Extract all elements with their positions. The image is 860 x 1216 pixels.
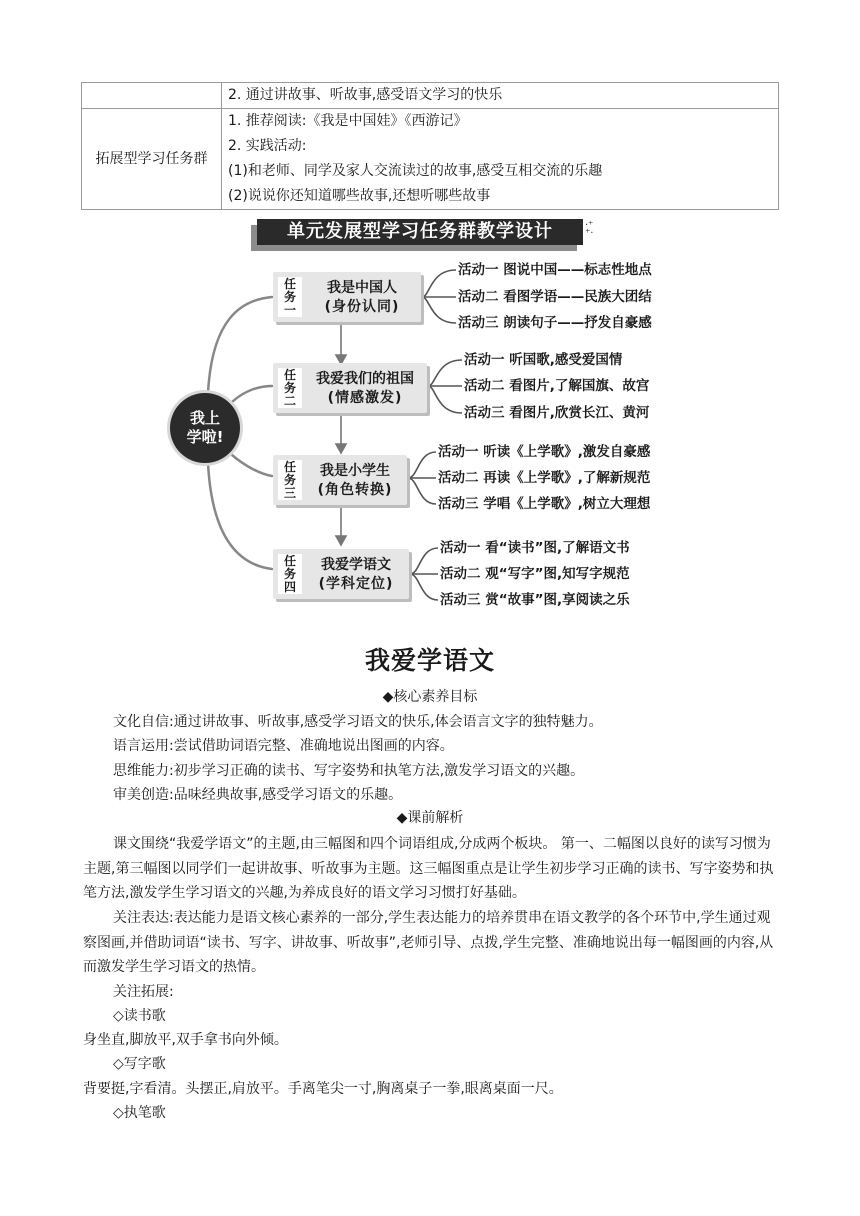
song-title: ◇执笔歌 xyxy=(113,1105,166,1121)
activity-item: 活动一 听读《上学歌》,激发自豪感 xyxy=(438,444,651,460)
unit-plan-table xyxy=(81,82,779,210)
hub-branch-2 xyxy=(232,386,272,402)
flow-arrowhead-3 xyxy=(336,536,346,545)
task-title: 我爱学语文 xyxy=(321,557,391,573)
extend-label: 关注拓展: xyxy=(113,984,174,1000)
mindmap-hub xyxy=(170,393,240,463)
task-box-2 xyxy=(273,363,427,413)
goal-item: 思维能力:初步学习正确的读书、写字姿势和执笔方法,激发学习语文的兴趣。 xyxy=(113,763,585,779)
hub-line: 我上 xyxy=(189,409,220,427)
brace-2-1 xyxy=(428,360,462,386)
activity-item: 活动三 学唱《上学歌》,树立大理想 xyxy=(438,496,651,512)
activity-item: 活动二 看图片,了解国旗、故宫 xyxy=(464,378,650,394)
activity-item: 活动二 观“写字”图,知写字规范 xyxy=(440,566,630,582)
table-cell-content xyxy=(222,83,779,109)
song-text: 背要挺,字看清。头摆正,肩放平。手离笔尖一寸,胸离桌子一拳,眼离桌面一尺。 xyxy=(83,1081,563,1097)
activity-item: 活动一 看“读书”图,了解语文书 xyxy=(440,540,630,556)
table-line: 2. 通过讲故事、听故事,感受语文学习的快乐 xyxy=(228,87,503,103)
activity-item: 活动一 图说中国——标志性地点 xyxy=(458,262,652,278)
lesson-title: 我爱学语文 xyxy=(364,646,495,675)
brace-1-1 xyxy=(422,270,456,297)
table-line: 1. 推荐阅读:《我是中国娃》《西游记》 xyxy=(228,113,468,129)
task-box-1 xyxy=(273,272,421,322)
song-text: 身坐直,脚放平,双手拿书向外倾。 xyxy=(83,1032,288,1048)
task-subtitle: (情感激发) xyxy=(327,390,403,406)
task-title: 我是小学生 xyxy=(320,463,390,479)
activity-item: 活动二 再读《上学歌》,了解新规范 xyxy=(438,470,651,486)
brace-1-3 xyxy=(422,297,456,323)
analysis-heading: ◆课前解析 xyxy=(396,810,464,826)
task-subtitle: (身份认同) xyxy=(324,299,400,315)
task-tag: 任 务 四 xyxy=(278,554,302,594)
table-cell-label: 拓展型学习任务群 xyxy=(82,109,222,210)
table-line: (2)说说你还知道哪些故事,还想听哪些故事 xyxy=(228,188,491,204)
hub-line: 学啦! xyxy=(186,428,224,446)
goal-item: 审美创造:品味经典故事,感受学习语文的乐趣。 xyxy=(113,787,403,803)
task-tag: 任 务 二 xyxy=(278,368,302,408)
table-line: 2. 实践活动: xyxy=(228,138,307,154)
section-banner: 单元发展型学习任务群教学设计 xyxy=(257,219,583,245)
flow-arrowhead-2 xyxy=(336,444,346,453)
task-title: 我爱我们的祖国 xyxy=(316,371,414,387)
goal-item: 语言运用:尝试借助词语完整、准确地说出图画的内容。 xyxy=(113,738,454,754)
song-title: ◇写字歌 xyxy=(113,1056,166,1072)
task-box-3 xyxy=(273,455,407,505)
task-box-4 xyxy=(273,549,409,599)
activity-item: 活动一 听国歌,感受爱国情 xyxy=(464,352,623,368)
activity-item: 活动三 看图片,欣赏长江、黄河 xyxy=(464,405,650,421)
analysis-paragraph: 课文围绕“我爱学语文”的主题,由三幅图和四个词语组成,分成两个板块。 第一、二幅图以良好的读写习惯为主题,第三幅图以同学们一起讲故事、听故事为主题。这三幅图重点是让学生初步学习正确的读书、写字姿势和执笔方法,激发学生学习语文的兴趣,为养成良好的语文学习习惯打好基础。 xyxy=(83,836,774,901)
song-title: ◇读书歌 xyxy=(113,1008,166,1024)
activity-item: 活动三 赏“故事”图,享阅读之乐 xyxy=(440,592,630,608)
task-subtitle: (学科定位) xyxy=(318,576,394,592)
table-line: (1)和老师、同学及家人交流读过的故事,感受互相交流的乐趣 xyxy=(228,163,603,179)
task-title: 我是中国人 xyxy=(327,280,397,296)
brace-3-3 xyxy=(408,478,436,504)
brace-3-1 xyxy=(408,452,436,478)
task-subtitle: (角色转换) xyxy=(317,482,393,498)
table-cell-content xyxy=(222,109,779,210)
task-tag: 任 务 三 xyxy=(278,460,302,500)
sparkle-icon: ·⁺ ⁺· xyxy=(585,220,594,239)
hub-branch-4 xyxy=(208,463,272,569)
activity-item: 活动三 朗读句子——抒发自豪感 xyxy=(458,315,652,331)
expression-paragraph: 关注表达:表达能力是语文核心素养的一部分,学生表达能力的培养贯串在语文教学的各个环节中,学生通过观察图画,并借助词语“读书、写字、讲故事、听故事”,老师引导、点拨,学生完整、准确地说出每一幅图画的内容,从而激发学生学习语文的热情。 xyxy=(83,910,774,975)
brace-4-1 xyxy=(410,548,438,574)
goal-item: 文化自信:通过讲故事、听故事,感受学习语文的快乐,体会语言文字的独特魅力。 xyxy=(113,714,603,730)
activity-item: 活动二 看图学语——民族大团结 xyxy=(458,289,652,305)
table-row xyxy=(82,83,779,109)
table-row xyxy=(82,109,779,210)
hub-branch-1 xyxy=(208,297,272,393)
table-cell-label xyxy=(82,83,222,109)
hub-branch-3 xyxy=(232,455,272,476)
brace-4-3 xyxy=(410,574,438,600)
brace-2-3 xyxy=(428,386,462,413)
goals-heading: ◆核心素养目标 xyxy=(382,689,478,705)
task-tag: 任 务 一 xyxy=(278,277,302,317)
